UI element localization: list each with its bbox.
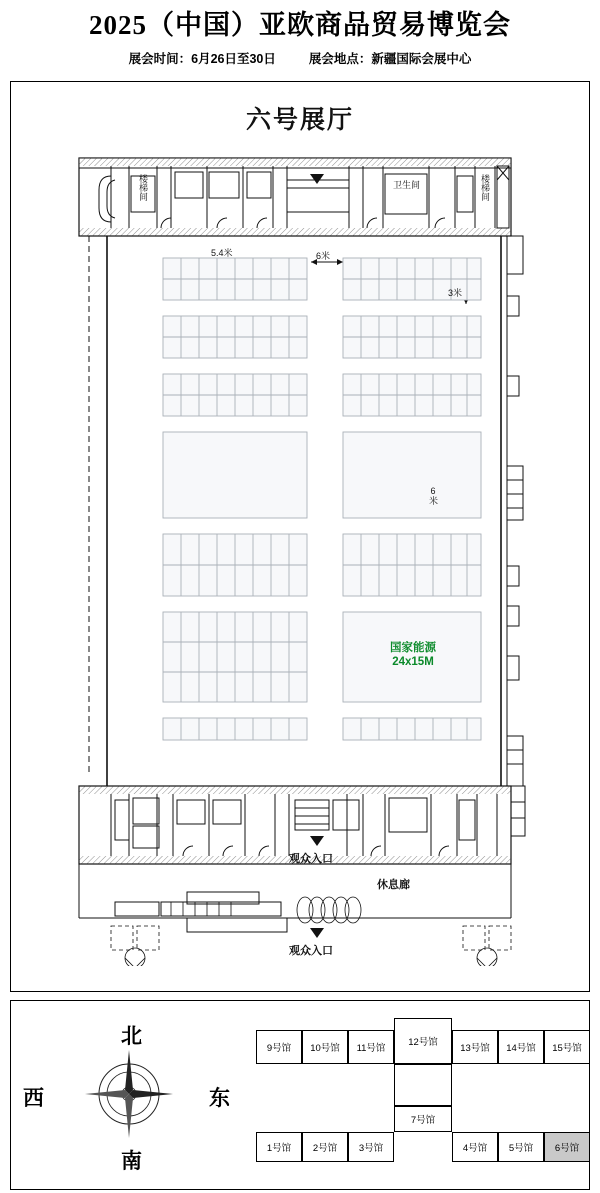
hall-14[interactable]: 14号馆	[498, 1030, 544, 1064]
label-stair-right-top: 楼梯间	[480, 174, 490, 202]
hall-7[interactable]: 7号馆	[394, 1106, 452, 1132]
booth-size: 24x15M	[392, 656, 434, 669]
compass-west: 西	[23, 1085, 44, 1110]
floorplan-svg	[11, 136, 591, 966]
hall-title: 六号展厅	[245, 107, 354, 135]
compass-rose	[11, 1008, 246, 1183]
hall-9[interactable]: 9号馆	[256, 1030, 302, 1064]
hall-2[interactable]: 2号馆	[302, 1132, 348, 1162]
label-stair-left-top: 楼梯间	[138, 174, 148, 202]
label-rest-corridor: 休息廊	[377, 879, 410, 892]
expo-venue: 展会地点：新疆国际会展中心	[308, 52, 472, 67]
label-toilet: 卫生间	[393, 180, 421, 191]
hall-1[interactable]: 1号馆	[256, 1132, 302, 1162]
hall-15[interactable]: 15号馆	[544, 1030, 590, 1064]
label-entrance-mid: 观众入口	[289, 853, 333, 866]
expo-date: 展会时间：6月26日至30日	[128, 52, 276, 67]
hall-5[interactable]: 5号馆	[498, 1132, 544, 1162]
label-dim-3: 3米	[448, 288, 463, 299]
label-dim-54: 5.4米	[211, 248, 233, 259]
page-header	[0, 0, 600, 73]
venue-hall-map	[246, 1008, 589, 1183]
label-dim-6-right: 6米	[428, 486, 438, 506]
legend-panel	[10, 1000, 590, 1190]
floorplan-diagram	[11, 136, 591, 966]
booth-name: 国家能源	[390, 642, 436, 655]
hall-10[interactable]: 10号馆	[302, 1030, 348, 1064]
floorplan-panel	[10, 82, 590, 992]
hall-11[interactable]: 11号馆	[348, 1030, 394, 1064]
compass-star-icon	[83, 1048, 175, 1140]
hall-6[interactable]: 6号馆	[544, 1132, 590, 1162]
hall-13[interactable]: 13号馆	[452, 1030, 498, 1064]
booth-national-energy[interactable]	[361, 641, 465, 670]
hall-3[interactable]: 3号馆	[348, 1132, 394, 1162]
hall-4[interactable]: 4号馆	[452, 1132, 498, 1162]
hall-12[interactable]: 12号馆	[394, 1018, 452, 1064]
header-subtitle	[0, 49, 600, 67]
compass-south: 南	[121, 1148, 142, 1173]
label-entrance-bottom: 观众入口	[289, 945, 333, 958]
compass-north: 北	[121, 1023, 142, 1048]
hall-connector	[394, 1064, 452, 1106]
label-dim-6-top: 6米	[316, 251, 331, 262]
compass-east: 东	[209, 1085, 230, 1110]
page-title: 2025（中国）亚欧商品贸易博览会	[89, 10, 511, 40]
